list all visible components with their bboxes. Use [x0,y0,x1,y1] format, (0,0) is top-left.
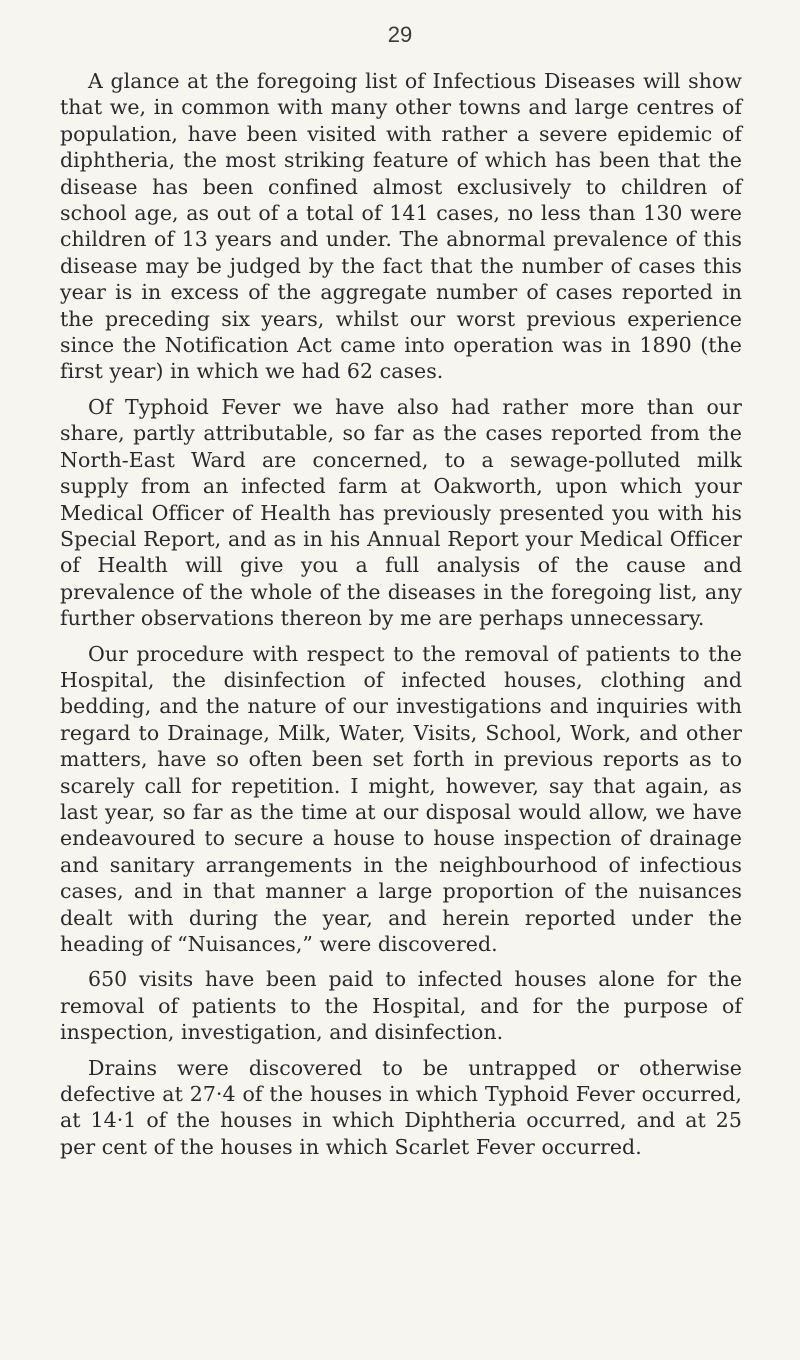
paragraph-procedure: Our procedure with respect to the removal of patients to the Hospital, the disinfection of infected houses, clothing and bedding, and the nature of our investigations and inquiries with regard to Drainage, Milk, Water, Visits, School, Work, and other matters, have so often been set forth in previous reports as to scarely call for repetition. I might, however, say that again, as last year, so far as the time at our disposal would allow, we have endeavoured to secure a house to house inspection of drainage and sanitary arrangements in the neighbourhood of infectious cases, and in that manner a large proportion of the nuisances dealt with during the year, and herein reported under the heading of “Nuisances,” were discovered. [60,641,742,956]
paragraph-drains: Drains were discovered to be untrapped or otherwise defective at 27·4 of the houses in which Typhoid Fever occurred, at 14·1 of the houses in which Diphtheria occurred, and at 25 per cent of the houses in which Scarlet Fever occurred. [60,1055,742,1159]
page-number: 29 [387,22,413,47]
paragraph-typhoid-fever: Of Typhoid Fever we have also had rather more than our share, partly attributable, so far as the cases reported from the North-East Ward are concerned, to a sewage-polluted milk supply from an infected farm at Oakworth, upon which your Medical Officer of Health has previously presented you with his Special Report, and as in his Annual Report your Medical Officer of Health will give you a full analysis of the cause and prevalence of the whole of the diseases in the foregoing list, any further observations thereon by me are perhaps unnecessary. [60,394,742,631]
paragraph-visits: 650 visits have been paid to infected houses alone for the removal of patients to the Hospital, and for the purpose of inspection, investigation, and disinfection. [60,967,742,1045]
body-text [60,68,742,1169]
paragraph-diphtheria: A glance at the foregoing list of Infectious Diseases will show that we, in common with many other towns and large centres of population, have been visited with rather a severe epidemic of diphtheria, the most striking feature of which has been that the disease has been confined almost exclusively to children of school age, as out of a total of 141 cases, no less than 130 were children of 13 years and under. The abnormal prevalence of this disease may be judged by the fact that the number of cases this year is in excess of the aggregate number of cases reported in the preceding six years, whilst our worst previous experience since the Notification Act came into operation was in 1890 (the first year) in which we had 62 cases. [60,69,742,384]
